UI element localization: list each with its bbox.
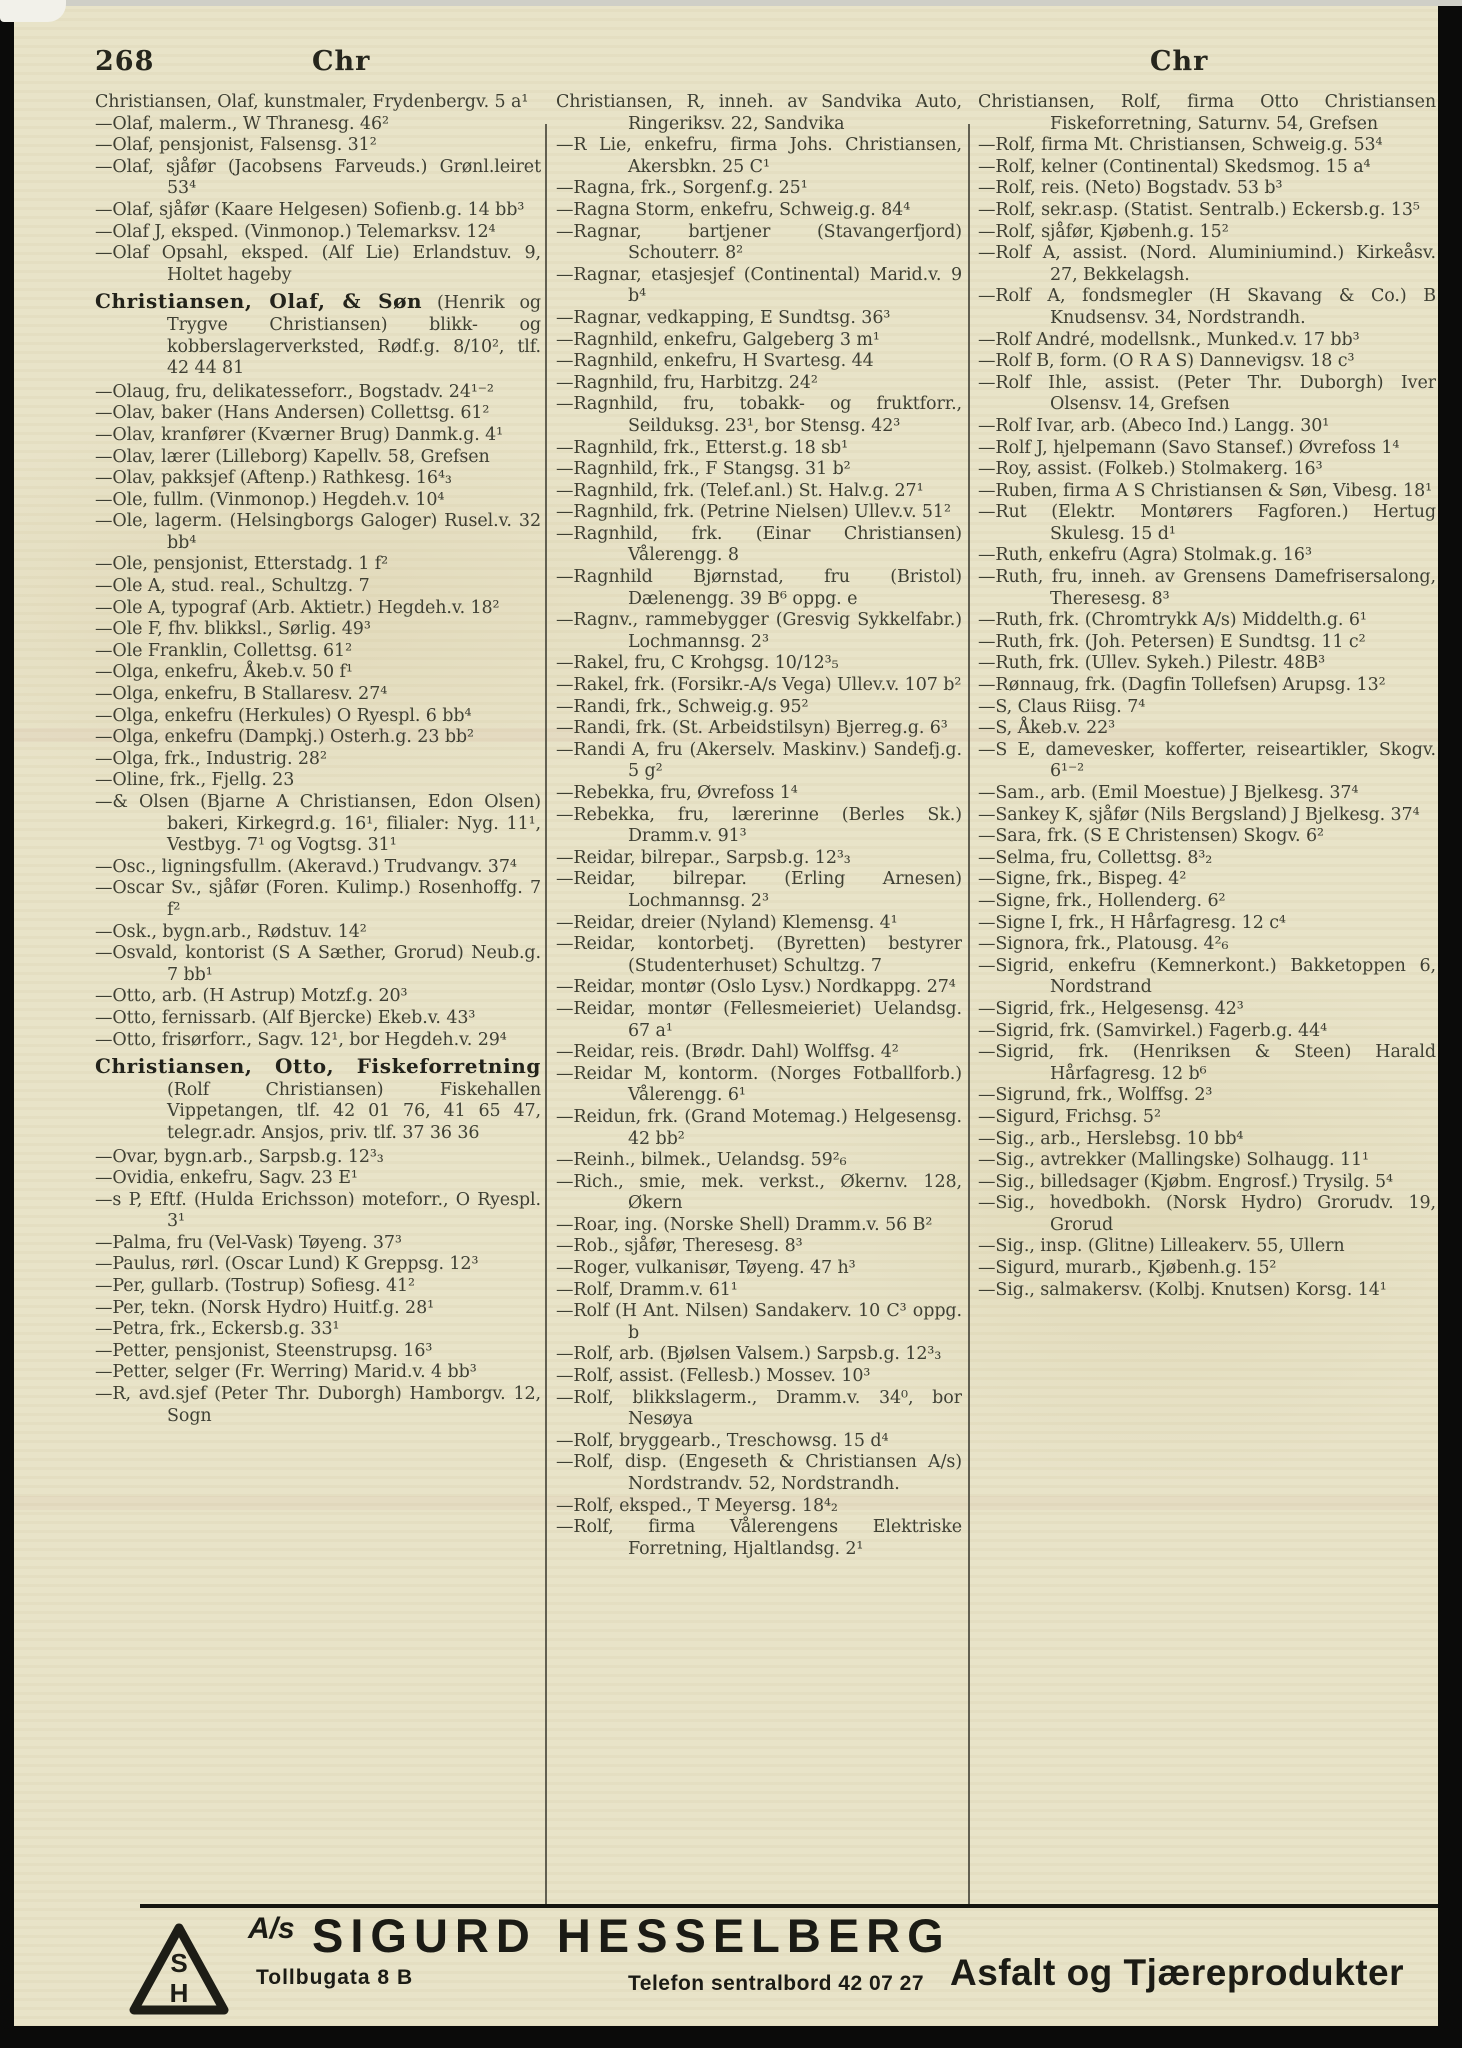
directory-entry: —Otto, arb. (H Astrup) Motzf.g. 20³ [95, 986, 408, 1007]
directory-entry: —Rolf J, hjelpemann (Savo Stansef.) Øvrefoss 1⁴ [978, 437, 1400, 458]
directory-entry: —Ruth, frk. (Joh. Petersen) E Sundtsg. 11 c² [978, 631, 1366, 652]
directory-entry: —Sigrid, frk. (Henriksen & Steen) Harald Hårfagresg. 12 b⁶ [978, 1042, 1436, 1084]
directory-entry: —Olav, baker (Hans Andersen) Collettsg. 61² [95, 403, 490, 424]
directory-entry: —Rønnaug, frk. (Dagfin Tollefsen) Arupsg. 13² [978, 675, 1386, 696]
directory-entry: —Paulus, rørl. (Oscar Lund) K Greppsg. 12³ [95, 1254, 479, 1275]
directory-entry: —Olga, frk., Industrig. 28² [95, 748, 327, 769]
column-divider [968, 124, 970, 1906]
directory-entry: —Rut (Elektr. Montørers Fagforen.) Hertug Skulesg. 15 d¹ [978, 502, 1436, 544]
directory-entry: —Petra, frk., Eckersb.g. 33¹ [95, 1319, 340, 1340]
scan-border-right [1438, 0, 1462, 2048]
directory-entry: —Rolf, sjåfør, Kjøbenh.g. 15² [978, 221, 1229, 242]
directory-entry: —Ole, fullm. (Vinmonop.) Hegdeh.v. 10⁴ [95, 489, 445, 510]
ad-company-prefix: A/s [248, 1912, 295, 1945]
ad-address: Tollbugata 8 B [256, 1966, 414, 1989]
directory-entry: —Ragnv., rammebygger (Gresvig Sykkelfabr.) Lochmannsg. 2³ [556, 610, 962, 652]
directory-entry: —Petter, selger (Fr. Werring) Marid.v. 4 bb³ [95, 1362, 477, 1383]
directory-entry: —Ragnar, vedkapping, E Sundtsg. 36³ [556, 307, 891, 328]
directory-entry: —Otto, fernissarb. (Alf Bjercke) Ekeb.v. 43³ [95, 1007, 476, 1028]
scan-border-bottom [0, 2026, 1462, 2048]
directory-entry: —Rolf, disp. (Engeseth & Christiansen A/s) Nordstrandv. 52, Nordstrandh. [556, 1452, 962, 1494]
directory-entry: —Rolf Ivar, arb. (Abeco Ind.) Langg. 30¹ [978, 415, 1330, 436]
directory-entry: —Randi A, fru (Akerselv. Maskinv.) Sandefj.g. 5 g² [556, 739, 962, 782]
directory-entry: Christiansen, R, inneh. av Sandvika Auto, Ringeriksv. 22, Sandvika [556, 92, 962, 134]
directory-entry: —Sankey K, sjåfør (Nils Bergsland) J Bjelkesg. 37⁴ [978, 804, 1420, 825]
directory-entry: —Olga, enkefru (Dampkj.) Osterh.g. 23 bb² [95, 727, 474, 748]
directory-entry: —Olaug, fru, delikatesseforr., Bogstadv. 24¹⁻² [95, 381, 494, 402]
directory-entry: —Ragna Storm, enkefru, Schweig.g. 84⁴ [556, 199, 911, 220]
directory-entry: —S E, damevesker, kofferter, reiseartikler, Skogv. 6¹⁻² [978, 739, 1436, 782]
directory-entry: —Ruth, frk. (Ullev. Sykeh.) Pilestr. 48B³ [978, 653, 1326, 674]
entry-name-bold: Christiansen, Otto, Fiskeforretning [95, 1054, 541, 1079]
directory-entry: —Sigurd, murarb., Kjøbenh.g. 15² [978, 1258, 1277, 1279]
directory-entry: —Rolf (H Ant. Nilsen) Sandakerv. 10 C³ oppg. b [556, 1301, 962, 1343]
directory-entry: —Olaf, pensjonist, Falsensg. 31² [95, 135, 377, 156]
directory-entry: —Olav, kranfører (Kværner Brug) Danmk.g. 4¹ [95, 424, 504, 445]
section-header-left: Chr [312, 46, 371, 77]
directory-entry: —Ragnhild, frk., F Stangsg. 31 b² [556, 459, 851, 480]
column-divider [545, 124, 547, 1906]
directory-entry: —Per, tekn. (Norsk Hydro) Huitf.g. 28¹ [95, 1297, 435, 1318]
directory-entry: —Olaf, malerm., W Thranesg. 46² [95, 113, 389, 134]
directory-entry: —Ovar, bygn.arb., Sarpsb.g. 12³₃ [95, 1146, 384, 1167]
directory-entry: —Sigrund, frk., Wolffsg. 2³ [978, 1085, 1213, 1106]
directory-entry: —Reidar, reis. (Brødr. Dahl) Wolffsg. 4² [556, 1042, 899, 1063]
directory-entry: —Ragnhild, frk. (Telef.anl.) St. Halv.g. 27¹ [556, 480, 924, 501]
directory-column-1 [95, 92, 541, 1904]
entry-name-bold: Christiansen, Olaf, & Søn [95, 289, 423, 314]
ad-phone: Telefon sentralbord 42 07 27 [628, 1972, 925, 1995]
directory-entry: —Reidar, dreier (Nyland) Klemensg. 4¹ [556, 912, 898, 933]
directory-entry: —Roger, vulkanisør, Tøyeng. 47 h³ [556, 1258, 856, 1279]
directory-entry: Christiansen, Rolf, firma Otto Christiansen Fiskeforretning, Saturnv. 54, Grefsen [978, 92, 1436, 134]
scan-border-top [0, 0, 1462, 6]
directory-entry: —Ragnhild, fru, Harbitzg. 24² [556, 372, 818, 393]
directory-entry: —Petter, pensjonist, Steenstrupsg. 16³ [95, 1340, 433, 1361]
directory-entry: —Randi, frk. (St. Arbeidstilsyn) Bjerreg.g. 6³ [556, 718, 948, 739]
directory-entry: —Rolf A, assist. (Nord. Aluminiumind.) Kirkeåsv. 27, Bekkelagsh. [978, 243, 1436, 285]
directory-entry: —Olga, enkefru, Åkeb.v. 50 f¹ [95, 662, 353, 683]
directory-entry: —Rolf A, fondsmegler (H Skavang & Co.) B Knudsensv. 34, Nordstrandh. [978, 286, 1436, 328]
directory-entry: —Rolf, blikkslagerm., Dramm.v. 34⁰, bor Nesøya [556, 1387, 962, 1430]
directory-entry: —Sig., arb., Herslebsg. 10 bb⁴ [978, 1128, 1244, 1149]
directory-entry: —Selma, fru, Collettsg. 8³₂ [978, 847, 1213, 868]
directory-entry: —Olga, enkefru (Herkules) O Ryespl. 6 bb⁴ [95, 705, 472, 726]
directory-entry: —Otto, frisørforr., Sagv. 12¹, bor Hegdeh.v. 29⁴ [95, 1029, 507, 1050]
directory-entry: —Sig., salmakersv. (Kolbj. Knutsen) Korsg. 14¹ [978, 1279, 1387, 1300]
directory-entry: —S, Claus Riisg. 7⁴ [978, 696, 1146, 717]
directory-entry: Christiansen, Olaf, kunstmaler, Frydenbergv. 5 a¹ [95, 92, 529, 112]
directory-entry: —Palma, fru (Vel-Vask) Tøyeng. 37³ [95, 1232, 402, 1253]
directory-entry: —Olav, pakksjef (Aftenp.) Rathkesg. 16⁴₃ [95, 468, 452, 489]
scan-corner-artifact [0, 0, 66, 22]
directory-entry: —Signora, frk., Platousg. 4²₆ [978, 934, 1229, 955]
directory-entry: —Ruth, enkefru (Agra) Stolmak.g. 16³ [978, 545, 1312, 566]
directory-entry: —Ragnar, etasjesjef (Continental) Marid.v. 9 b⁴ [556, 264, 962, 307]
directory-entry: —Reidar, kontorbetj. (Byretten) bestyrer (Studenterhuset) Schultzg. 7 [556, 934, 962, 976]
directory-entry: —Rolf, Dramm.v. 61¹ [556, 1279, 738, 1300]
directory-entry: —Sam., arb. (Emil Moestue) J Bjelkesg. 37⁴ [978, 783, 1359, 803]
directory-entry: —Ragnhild, fru, tobakk- og fruktforr., Seilduksg. 23¹, bor Stensg. 42³ [556, 394, 962, 436]
directory-entry: —Rolf, reis. (Neto) Bogstadv. 53 b³ [978, 178, 1283, 199]
page-number: 268 [95, 46, 155, 77]
directory-entry: —Reidar, bilrepar. (Erling Arnesen) Lochmannsg. 2³ [556, 869, 962, 911]
directory-entry: —Ragnhild, frk. (Petrine Nielsen) Ullev.v. 51² [556, 502, 951, 523]
directory-entry: —Ole F, fhv. blikksl., Sørlig. 49³ [95, 619, 371, 640]
directory-entry: —Ole, pensjonist, Etterstadg. 1 f² [95, 554, 389, 575]
directory-entry: —s P, Eftf. (Hulda Erichsson) moteforr., O Ryespl. 3¹ [95, 1189, 541, 1232]
directory-entry: —Rolf, assist. (Fellesb.) Mossev. 10³ [556, 1366, 871, 1387]
directory-entry: —Olga, enkefru, B Stallaresv. 27⁴ [95, 684, 388, 705]
directory-entry: —Olaf J, eksped. (Vinmonop.) Telemarksv. 12⁴ [95, 221, 496, 242]
ad-company-name: SIGURD HESSELBERG [312, 1909, 951, 1962]
directory-entry: —Osvald, kontorist (S A Sæther, Grorud) Neub.g. 7 bb¹ [95, 943, 541, 985]
directory-entry: —Osk., bygn.arb., Rødstuv. 14² [95, 921, 367, 942]
directory-entry: Christiansen, Olaf, & Søn (Henrik og Trygve Christiansen) blikk- og kobberslagerverksted, Rødf.g. 8/10², tlf. 42 44 81 [95, 289, 541, 379]
directory-entry: —Oline, frk., Fjellg. 23 [95, 770, 295, 791]
directory-entry: —Rolf, bryggearb., Treschowsg. 15 d⁴ [556, 1430, 889, 1451]
directory-entry: —Ragna, frk., Sorgenf.g. 25¹ [556, 178, 808, 199]
directory-entry: —Sara, frk. (S E Christensen) Skogv. 6² [978, 826, 1324, 847]
svg-text:H: H [169, 1978, 189, 2008]
directory-entry: —Osc., ligningsfullm. (Akeravd.) Trudvangv. 37⁴ [95, 856, 517, 877]
directory-entry: —Rebekka, fru, lærerinne (Berles Sk.) Dramm.v. 91³ [556, 804, 962, 847]
directory-entry: —Rakel, fru, C Krohgsg. 10/12³₅ [556, 653, 839, 674]
directory-entry: —Ruben, firma A S Christiansen & Søn, Vibesg. 18¹ [978, 480, 1433, 501]
directory-column-2 [556, 92, 962, 1904]
directory-entry: —& Olsen (Bjarne A Christiansen, Edon Olsen) bakeri, Kirkegrd.g. 16¹, filialer: Nyg. 11¹, Vestbyg. 7¹ og Vogtsg. 31¹ [95, 792, 541, 856]
directory-entry: —Olav, lærer (Lilleborg) Kapellv. 58, Grefsen [95, 446, 490, 467]
directory-entry: —Rolf, kelner (Continental) Skedsmog. 15 a⁴ [978, 156, 1371, 177]
advertisement [14, 1908, 1438, 2026]
directory-entry: —Sig., insp. (Glitne) Lilleakerv. 55, Ullern [978, 1236, 1345, 1257]
directory-entry: —Rolf, firma Mt. Christiansen, Schweig.g. 53⁴ [978, 135, 1383, 156]
directory-entry: —Rolf André, modellsnk., Munked.v. 17 bb³ [978, 329, 1360, 350]
directory-entry: —R Lie, enkefru, firma Johs. Christiansen, Akersbkn. 25 C¹ [556, 135, 962, 177]
directory-entry: Christiansen, Otto, Fiskeforretning (Rolf Christiansen) Fiskehallen Vippetangen, tlf. 42 01 76, 41 65 47, telegr.adr. Ansjos, priv. tlf. 37 36 36 [95, 1054, 541, 1143]
directory-entry: —Ole, lagerm. (Helsingborgs Galoger) Rusel.v. 32 bb⁴ [95, 511, 541, 553]
directory-entry: —Rolf, eksped., T Meyersg. 18⁴₂ [556, 1495, 838, 1516]
directory-entry: —Ruth, frk. (Chromtrykk A/s) Middelth.g. 6¹ [978, 610, 1367, 631]
directory-entry: —Reidar, bilrepar., Sarpsb.g. 12³₃ [556, 847, 851, 868]
directory-entry: —Reidun, frk. (Grand Motemag.) Helgesensg. 42 bb² [556, 1106, 962, 1149]
directory-entry: —Roar, ing. (Norske Shell) Dramm.v. 56 B² [556, 1214, 933, 1235]
directory-entry: —Ragnar, bartjener (Stavangerfjord) Schouterr. 8² [556, 221, 962, 264]
directory-entry: —Signe, frk., Hollenderg. 6² [978, 890, 1226, 911]
directory-entry: —Reinh., bilmek., Uelandsg. 59²₆ [556, 1150, 847, 1171]
directory-entry: —Ole A, stud. real., Schultzg. 7 [95, 576, 370, 597]
directory-entry: —Ragnhild, enkefru, Galgeberg 3 m¹ [556, 329, 880, 350]
directory-entry: —Sigurd, Frichsg. 5² [978, 1106, 1161, 1127]
directory-entry: —Ragnhild Bjørnstad, fru (Bristol) Dælenengg. 39 B⁶ oppg. e [556, 567, 962, 609]
svg-text:S: S [170, 1948, 188, 1978]
ad-product-line: Asfalt og Tjæreprodukter [950, 1952, 1404, 1993]
directory-entry: —Rob., sjåfør, Theresesg. 8³ [556, 1236, 803, 1257]
directory-entry: —Sig., avtrekker (Mallingske) Solhaugg. 11¹ [978, 1150, 1369, 1171]
directory-entry: —Ragnhild, enkefru, H Svartesg. 44 [556, 351, 874, 372]
directory-entry: —Rolf, sekr.asp. (Statist. Sentralb.) Eckersb.g. 13⁵ [978, 199, 1420, 220]
directory-entry: —Randi, frk., Schweig.g. 95² [556, 696, 809, 717]
directory-entry: —Reidar, montør (Fellesmeieriet) Uelandsg. 67 a¹ [556, 998, 962, 1041]
directory-entry: —Per, gullarb. (Tostrup) Sofiesg. 41² [95, 1276, 415, 1297]
directory-entry: —Olaf Opsahl, eksped. (Alf Lie) Erlandstuv. 9, Holtet hageby [95, 243, 541, 285]
directory-entry: —Sig., billedsager (Kjøbm. Engrosf.) Trysilg. 5⁴ [978, 1171, 1393, 1192]
directory-entry: —Ragnhild, frk., Etterst.g. 18 sb¹ [556, 437, 849, 458]
directory-entry: —Sigrid, enkefru (Kemnerkont.) Bakketoppen 6, Nordstrand [978, 955, 1436, 998]
directory-entry: —S, Åkeb.v. 22³ [978, 718, 1116, 739]
directory-entry: —Olaf, sjåfør (Kaare Helgesen) Sofienb.g. 14 bb³ [95, 199, 525, 220]
triangle-logo-icon [128, 1922, 230, 2018]
directory-entry: —Rolf Ihle, assist. (Peter Thr. Duborgh) Iver Olsensv. 14, Grefsen [978, 372, 1436, 415]
section-header-right: Chr [1150, 46, 1209, 77]
directory-entry: —Signe I, frk., H Hårfagresg. 12 c⁴ [978, 912, 1286, 933]
directory-entry: —Sig., hovedbokh. (Norsk Hydro) Grorudv. 19, Grorud [978, 1193, 1436, 1235]
directory-entry: —Ole A, typograf (Arb. Aktietr.) Hegdeh.v. 18² [95, 597, 500, 618]
directory-entry: —Ole Franklin, Collettsg. 61² [95, 640, 353, 661]
directory-entry: —R, avd.sjef (Peter Thr. Duborgh) Hamborgv. 12, Sogn [95, 1384, 541, 1426]
directory-entry: —Ragnhild, frk. (Einar Christiansen) Vålerengg. 8 [556, 523, 962, 566]
directory-entry: —Signe, frk., Bispeg. 4² [978, 869, 1187, 890]
directory-entry: —Sigrid, frk., Helgesensg. 42³ [978, 998, 1244, 1019]
scan-border-left [0, 0, 14, 2048]
directory-entry: —Reidar M, kontorm. (Norges Fotballforb.) Vålerengg. 6¹ [556, 1063, 962, 1106]
directory-entry: —Rebekka, fru, Øvrefoss 1⁴ [556, 783, 798, 803]
directory-entry: —Reidar, montør (Oslo Lysv.) Nordkappg. 27⁴ [556, 977, 956, 998]
directory-entry: —Rolf, firma Vålerengens Elektriske Forretning, Hjaltlandsg. 2¹ [556, 1517, 962, 1559]
directory-entry: —Rich., smie, mek. verkst., Økernv. 128, Økern [556, 1171, 962, 1214]
directory-entry: —Ovidia, enkefru, Sagv. 23 E¹ [95, 1168, 358, 1189]
directory-entry: —Sigrid, frk. (Samvirkel.) Fagerb.g. 44⁴ [978, 1020, 1328, 1041]
directory-entry: —Rolf B, form. (O R A S) Dannevigsv. 18 c³ [978, 351, 1355, 372]
directory-entry: —Ruth, fru, inneh. av Grensens Damefrisersalong, Theresesg. 8³ [978, 567, 1436, 609]
directory-column-3 [978, 92, 1436, 1904]
directory-entry: —Rakel, frk. (Forsikr.-A/s Vega) Ullev.v. 107 b² [556, 675, 962, 696]
directory-entry: —Oscar Sv., sjåfør (Foren. Kulimp.) Rosenhoffg. 7 f² [95, 878, 541, 920]
directory-entry: —Roy, assist. (Folkeb.) Stolmakerg. 16³ [978, 459, 1323, 480]
directory-entry: —Rolf, arb. (Bjølsen Valsem.) Sarpsb.g. 12³₃ [556, 1344, 942, 1365]
directory-entry: —Olaf, sjåfør (Jacobsens Farveuds.) Grønl.leiret 53⁴ [95, 156, 541, 199]
